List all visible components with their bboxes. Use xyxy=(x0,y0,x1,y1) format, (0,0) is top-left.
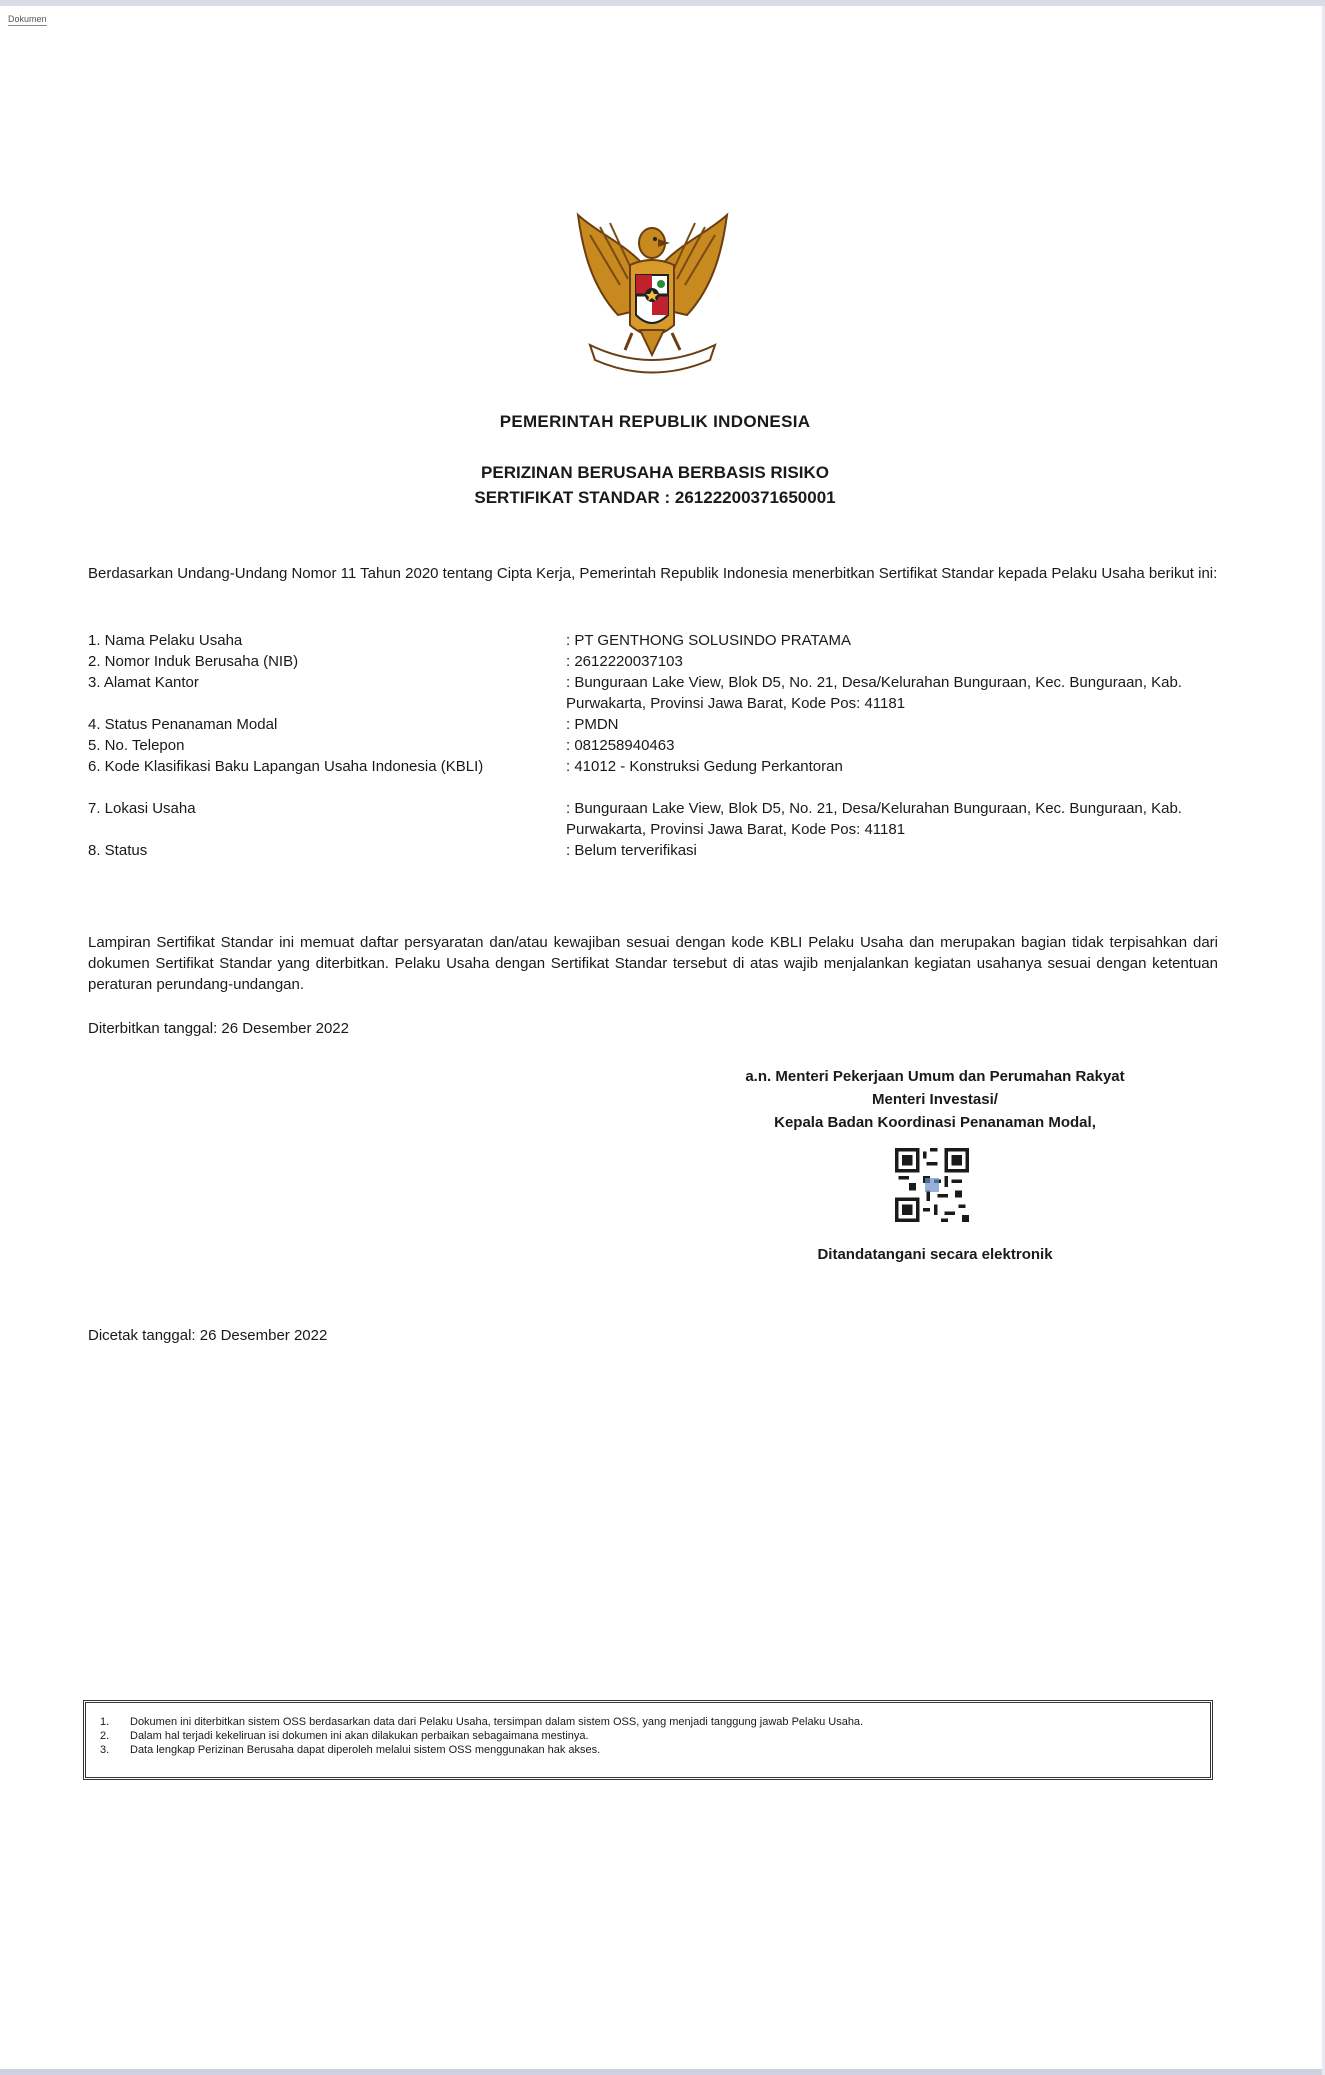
field-row xyxy=(88,672,1218,714)
signatory-block xyxy=(660,1065,1210,1134)
certificate-number: SERTIFIKAT STANDAR : 26122200371650001 xyxy=(474,488,836,507)
note-text: Dokumen ini diterbitkan sistem OSS berdasarkan data dari Pelaku Usaha, tersimpan dalam sistem OSS, yang menjadi tanggung jawab Pelaku Usaha. xyxy=(130,1716,864,1728)
corner-label: Dokumen xyxy=(8,14,47,24)
qr-code-icon xyxy=(895,1148,969,1222)
field-row xyxy=(88,630,1218,651)
note-number: 2. xyxy=(100,1730,110,1742)
document-title: PERIZINAN BERUSAHA BERBASIS RISIKO xyxy=(481,463,829,482)
field-value: : Belum terverifikasi xyxy=(566,842,697,859)
note-number: 1. xyxy=(100,1716,110,1728)
field-label: 1. Nama Pelaku Usaha xyxy=(88,632,243,649)
business-details xyxy=(88,630,1218,861)
field-value: : 41012 - Konstruksi Gedung Perkantoran xyxy=(566,758,843,775)
field-value: : 081258940463 xyxy=(566,737,675,754)
field-value: : PT GENTHONG SOLUSINDO PRATAMA xyxy=(566,632,852,649)
printed-date: Dicetak tanggal: 26 Desember 2022 xyxy=(88,1327,328,1344)
field-row xyxy=(88,714,1218,735)
field-value: : Bunguraan Lake View, Blok D5, No. 21, Desa/Kelurahan Bunguraan, Kec. Bunguraan, Kab. Purwakarta, Provinsi Jawa Barat, Kode Pos: 41181 xyxy=(566,800,1182,838)
notes-box xyxy=(83,1700,1213,1780)
government-heading: PEMERINTAH REPUBLIK INDONESIA xyxy=(499,412,811,431)
field-row xyxy=(88,651,1218,672)
field-value: : PMDN xyxy=(566,716,619,733)
signatory-line-3: Kepala Badan Koordinasi Penanaman Modal, xyxy=(774,1114,1096,1131)
field-row xyxy=(88,798,1218,840)
field-row xyxy=(88,840,1218,861)
note-item xyxy=(100,1729,1196,1743)
field-value: : Bunguraan Lake View, Blok D5, No. 21, Desa/Kelurahan Bunguraan, Kec. Bunguraan, Kab. Purwakarta, Provinsi Jawa Barat, Kode Pos: 41181 xyxy=(566,674,1182,712)
signatory-line-2: Menteri Investasi/ xyxy=(872,1091,998,1108)
field-value: : 2612220037103 xyxy=(566,653,683,670)
field-label: 4. Status Penanaman Modal xyxy=(88,716,278,733)
field-label: 2. Nomor Induk Berusaha (NIB) xyxy=(88,653,299,670)
note-text: Data lengkap Perizinan Berusaha dapat diperoleh melalui sistem OSS menggunakan hak akses. xyxy=(130,1744,601,1756)
field-label: 7. Lokasi Usaha xyxy=(88,800,196,817)
electronic-signature-note: Ditandatangani secara elektronik xyxy=(817,1246,1053,1263)
note-item xyxy=(100,1715,1196,1729)
note-item xyxy=(100,1743,1196,1757)
garuda-emblem-icon xyxy=(570,205,735,380)
signatory-line-1: a.n. Menteri Pekerjaan Umum dan Perumahan Rakyat xyxy=(745,1068,1125,1085)
field-row xyxy=(88,735,1218,756)
attachment-paragraph: Lampiran Sertifikat Standar ini memuat daftar persyaratan dan/atau kewajiban sesuai dengan kode KBLI Pelaku Usaha dan merupakan bagian tidak terpisahkan dari dokumen Sertifikat Standar yang diterbitkan. Pelaku Usaha dengan Sertifikat Standar tersebut di atas wajib menjalankan kegiatan usahanya sesuai dengan ketentuan peraturan perundang-undangan. xyxy=(88,934,1218,993)
field-label: 5. No. Telepon xyxy=(88,737,185,754)
field-label: 8. Status xyxy=(88,842,148,859)
note-text: Dalam hal terjadi kekeliruan isi dokumen ini akan dilakukan perbaikan sebagaimana mestinya. xyxy=(130,1730,589,1742)
intro-paragraph: Berdasarkan Undang-Undang Nomor 11 Tahun 2020 tentang Cipta Kerja, Pemerintah Republik Indonesia menerbitkan Sertifikat Standar kepada Pelaku Usaha berikut ini: xyxy=(88,565,1218,582)
field-row xyxy=(88,756,1218,798)
field-label: 3. Alamat Kantor xyxy=(88,674,199,691)
note-number: 3. xyxy=(100,1744,110,1756)
issued-date: Diterbitkan tanggal: 26 Desember 2022 xyxy=(88,1020,349,1037)
field-label: 6. Kode Klasifikasi Baku Lapangan Usaha Indonesia (KBLI) xyxy=(88,758,484,775)
